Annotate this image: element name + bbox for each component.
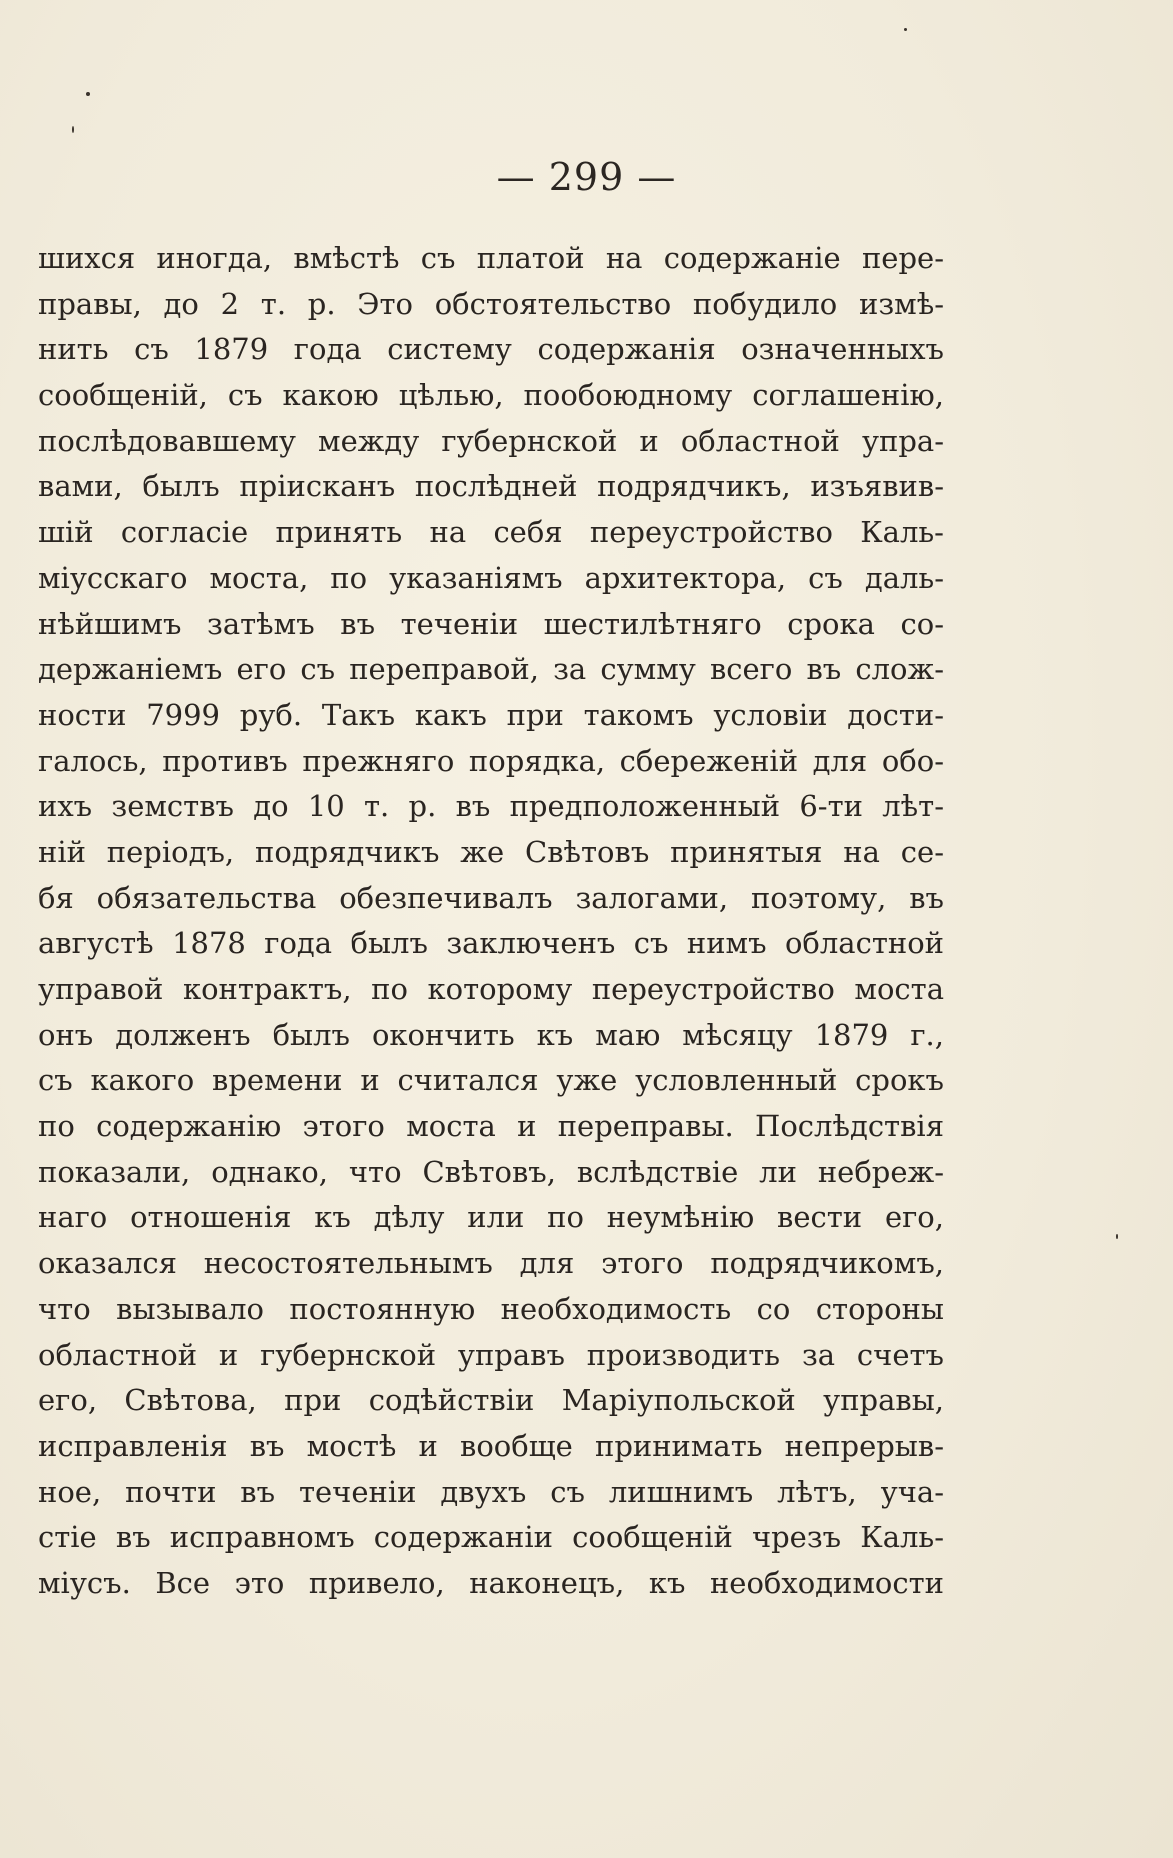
- text-line: областной и губернской управъ производить за счетъ: [38, 1337, 944, 1372]
- text-line: исправленія въ мостѣ и вообще принимать непрерыв-: [38, 1428, 944, 1463]
- text-line: онъ долженъ былъ окончить къ маю мѣсяцу 1879 г.,: [38, 1017, 944, 1052]
- text-line: нѣйшимъ затѣмъ въ теченіи шестилѣтняго срока со-: [38, 606, 944, 641]
- page-number: — 299 —: [496, 155, 677, 199]
- ink-speck: [86, 92, 90, 96]
- text-line: стіе въ исправномъ содержаніи сообщеній чрезъ Каль-: [38, 1520, 944, 1555]
- body-text: [38, 236, 944, 1607]
- text-line: держаніемъ его съ переправой, за сумму всего въ слож-: [38, 652, 944, 687]
- text-line: сообщеній, съ какою цѣлью, пообоюдному соглашенію,: [38, 378, 944, 413]
- text-line: послѣдовавшему между губернской и областной упра-: [38, 423, 944, 458]
- text-line: міусскаго моста, по указаніямъ архитектора, съ даль-: [38, 560, 944, 595]
- text-line: правы, до 2 т. р. Это обстоятельство побудило измѣ-: [38, 286, 944, 321]
- text-line: по содержанію этого моста и переправы. Послѣдствія: [38, 1109, 944, 1144]
- text-line: міусъ. Все это привело, наконецъ, къ необходимости: [38, 1565, 944, 1600]
- text-line: ихъ земствъ до 10 т. р. въ предположенный 6-ти лѣт-: [38, 789, 944, 824]
- ink-speck: [72, 126, 74, 133]
- text-line: что вызывало постоянную необходимость со стороны: [38, 1291, 944, 1326]
- text-line: нить съ 1879 года систему содержанія означенныхъ: [38, 332, 944, 367]
- text-line: вами, былъ пріисканъ послѣдней подрядчикъ, изъявив-: [38, 469, 944, 504]
- ink-speck: [904, 28, 907, 31]
- text-line: ній періодъ, подрядчикъ же Свѣтовъ принятыя на се-: [38, 834, 944, 869]
- text-line: наго отношенія къ дѣлу или по неумѣнію вести его,: [38, 1200, 944, 1235]
- text-line: показали, однако, что Свѣтовъ, вслѣдствіе ли небреж-: [38, 1154, 944, 1189]
- text-line: съ какого времени и считался уже условленный срокъ: [38, 1063, 944, 1098]
- text-line: управой контрактъ, по которому переустройство моста: [38, 972, 944, 1006]
- text-line: ности 7999 руб. Такъ какъ при такомъ условіи дости-: [38, 697, 944, 732]
- text-line: бя обязательства обезпечивалъ залогами, поэтому, въ: [38, 880, 944, 915]
- text-line: галось, противъ прежняго порядка, сбереженій для обо-: [38, 743, 944, 778]
- text-line: его, Свѣтова, при содѣйствіи Маріупольской управы,: [38, 1383, 944, 1418]
- text-line: августѣ 1878 года былъ заключенъ съ нимъ областной: [38, 926, 944, 961]
- text-line: оказался несостоятельнымъ для этого подрядчикомъ,: [38, 1246, 944, 1281]
- text-line: шій согласіе принять на себя переустройство Каль-: [38, 515, 944, 550]
- text-line: ное, почти въ теченіи двухъ съ лишнимъ лѣтъ, уча-: [38, 1474, 944, 1509]
- ink-speck: [1116, 1234, 1118, 1239]
- text-line: шихся иногда, вмѣстѣ съ платой на содержаніе пере-: [38, 241, 944, 275]
